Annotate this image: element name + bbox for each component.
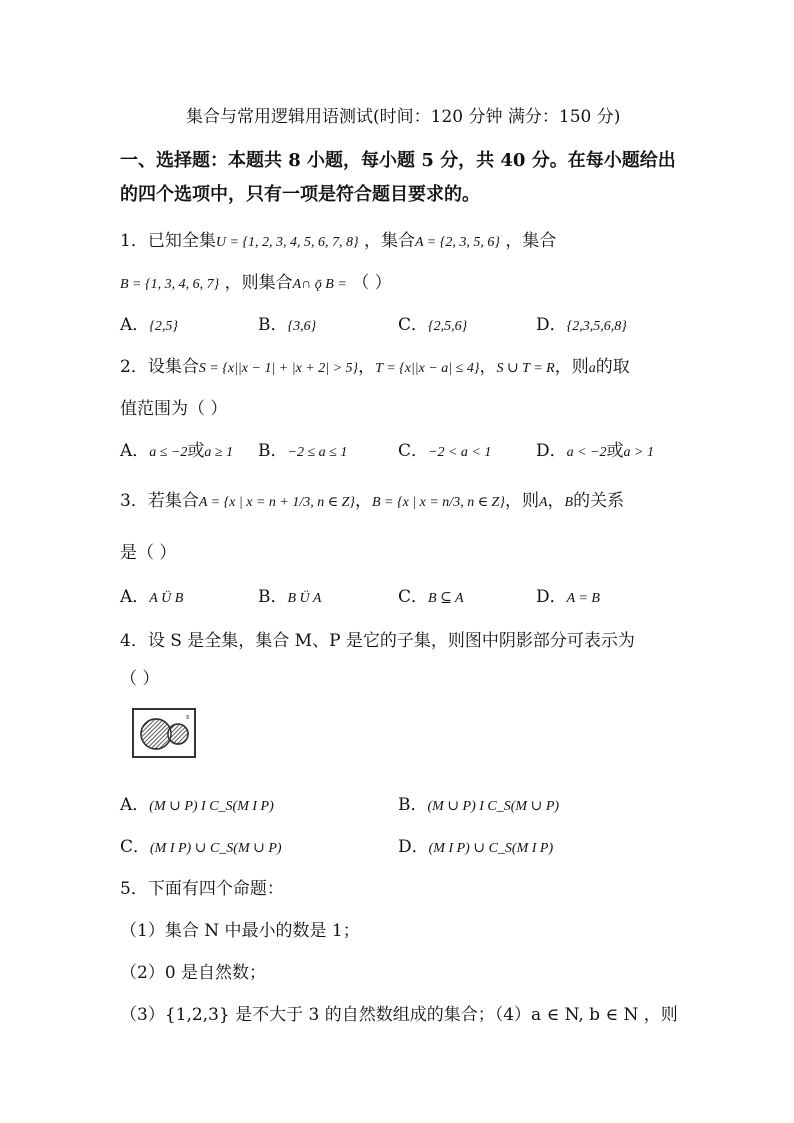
q2-option-d[interactable]: [536, 436, 654, 461]
q1-option-c[interactable]: [398, 310, 467, 335]
q2-mid: ，则: [554, 357, 589, 377]
option-value: −2 < a < 1: [428, 445, 492, 460]
q2-sep2: ，: [479, 357, 497, 377]
q2-condition: S ∪ T = R: [496, 361, 555, 376]
q2-set-s: S = {x||x − 1| + |x + 2| > 5}: [198, 361, 359, 376]
q1-prefix: 1．已知全集: [120, 231, 216, 251]
q1-set-a: A = {2, 3, 5, 6}: [415, 235, 500, 250]
q3-prefix: 3．若集合: [120, 491, 199, 511]
option-label: C．: [120, 837, 151, 857]
q5-statement-1: （1）集合 N 中最小的数是 1；: [120, 921, 360, 941]
q1-blank: （ ）: [352, 273, 392, 293]
option-label: D．: [536, 315, 567, 335]
section-heading-line2: 的四个选项中，只有一项是符合题目要求的。: [120, 184, 480, 205]
q3-option-d[interactable]: [536, 582, 600, 607]
option-value: {2,5}: [149, 319, 178, 334]
option-value-2: a ≥ 1: [204, 445, 234, 460]
q3-option-a[interactable]: [120, 582, 183, 607]
q4-option-a[interactable]: [120, 790, 274, 815]
q2-option-b[interactable]: [258, 436, 347, 461]
q3-option-c[interactable]: [398, 582, 464, 607]
option-value: B ⊆ A: [428, 591, 464, 606]
q3-mid: ，则: [504, 491, 539, 511]
option-or: 或: [187, 441, 205, 461]
option-label: B．: [258, 441, 288, 461]
venn-s-label: s: [186, 712, 190, 721]
section-heading-line1: 一、选择题：本题共 8 小题，每小题 5 分，共 40 分。在每小题给出: [120, 150, 676, 171]
option-label: D．: [536, 441, 567, 461]
option-value: a < −2: [566, 445, 607, 460]
q3-var-a: A: [538, 495, 548, 510]
option-label: D．: [536, 587, 567, 607]
q3-option-b[interactable]: [258, 582, 321, 607]
q5-statement-2: （2）0 是自然数；: [120, 963, 267, 983]
option-label: A．: [120, 587, 150, 607]
option-label: B．: [398, 795, 428, 815]
q1-option-a[interactable]: [120, 310, 178, 335]
q4-stem-line2: （ ）: [120, 669, 160, 689]
option-value: {3,6}: [287, 319, 317, 334]
option-label: D．: [398, 837, 429, 857]
q2-tail: 的取: [595, 357, 630, 377]
q4-stem: 4．设 S 是全集，集合 M、P 是它的子集，则图中阴影部分可表示为: [120, 631, 635, 651]
q1-expression: A∩ ǭ B =: [292, 277, 347, 292]
q3-set-a: A = {x | x = n + 1/3, n ∈ Z}: [198, 495, 355, 510]
option-label: A．: [120, 441, 150, 461]
venn-diagram: [132, 708, 196, 758]
q3-sep: ，: [354, 491, 372, 511]
q3-var-b: B: [564, 495, 574, 510]
q1-mid: ，集合: [358, 231, 415, 251]
option-value: {2,3,5,6,8}: [566, 319, 627, 334]
option-label: B．: [258, 587, 288, 607]
option-label: C．: [398, 315, 429, 335]
option-value: (M I P) ∪ C_S(M I P): [428, 841, 554, 856]
option-or: 或: [606, 441, 624, 461]
q1-mid2: ，集合: [499, 231, 557, 251]
q3-comma: ，: [547, 491, 565, 511]
option-value: (M I P) ∪ C_S(M ∪ P): [150, 841, 282, 856]
q2-option-a[interactable]: [120, 436, 233, 461]
q2-sep: ，: [358, 357, 376, 377]
option-label: A．: [120, 315, 150, 335]
q5-statement-3-4: （3）{1,2,3} 是不大于 3 的自然数组成的集合；（4）a ∈ N, b ∈ N ，则: [120, 1005, 678, 1025]
q3-stem: [120, 486, 624, 511]
q1-universal-set: U = {1, 2, 3, 4, 5, 6, 7, 8}: [215, 235, 359, 250]
option-value: (M ∪ P) I C_S(M I P): [149, 799, 274, 814]
option-value: −2 ≤ a ≤ 1: [287, 445, 348, 460]
q3-set-b: B = {x | x = n/3, n ∈ Z}: [371, 495, 505, 510]
option-label: A．: [120, 795, 150, 815]
option-value-2: a > 1: [623, 445, 654, 460]
option-value: a ≤ −2: [149, 445, 188, 460]
q4-option-b[interactable]: [398, 790, 559, 815]
q2-stem-line2: 值范围为（ ）: [120, 399, 228, 419]
q3-stem-line2: 是（ ）: [120, 543, 177, 563]
q2-stem: [120, 352, 630, 377]
option-label: C．: [398, 441, 429, 461]
option-label: B．: [258, 315, 288, 335]
q1-mid3: ，则集合: [219, 273, 293, 293]
option-value: (M ∪ P) I C_S(M ∪ P): [427, 799, 560, 814]
page-title: 集合与常用逻辑用语测试(时间：120 分钟 满分：150 分): [186, 107, 621, 127]
venn-svg: [134, 710, 194, 756]
q1-option-d[interactable]: [536, 310, 627, 335]
q3-tail: 的关系: [573, 491, 625, 511]
option-value: B Ü A: [287, 591, 322, 606]
option-value: A Ü B: [149, 591, 184, 606]
q1-set-b: B = {1, 3, 4, 6, 7}: [120, 277, 220, 292]
q2-option-c[interactable]: [398, 436, 491, 461]
q4-option-c[interactable]: [120, 832, 282, 857]
q1-stem: [120, 226, 556, 251]
q2-var: a: [588, 361, 596, 376]
q5-stem: 5．下面有四个命题：: [120, 879, 284, 899]
q1-option-b[interactable]: [258, 310, 316, 335]
q4-option-d[interactable]: [398, 832, 553, 857]
option-label: C．: [398, 587, 429, 607]
q2-prefix: 2．设集合: [120, 357, 199, 377]
option-value: A = B: [566, 591, 600, 606]
option-value: {2,5,6}: [428, 319, 468, 334]
q2-set-t: T = {x||x − a| ≤ 4}: [375, 361, 480, 376]
q1-stem-line2: [120, 268, 392, 293]
